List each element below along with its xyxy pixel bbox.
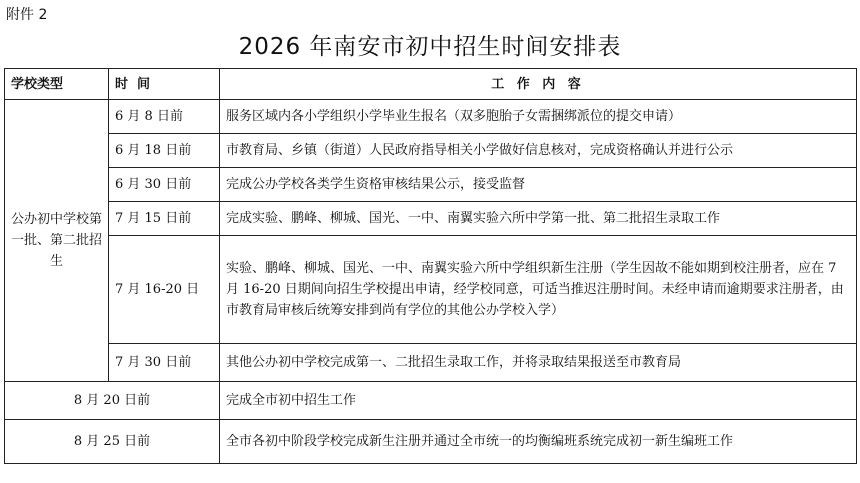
time-cell: 6 月 8 日前: [109, 100, 220, 134]
table-row: [5, 134, 857, 168]
content-cell: 完成实验、鹏峰、柳城、国光、一中、南翼实验六所中学第一批、第二批招生录取工作: [220, 202, 857, 236]
header-school-type: 学校类型: [5, 69, 109, 100]
page-title: 2026 年南安市初中招生时间安排表: [238, 34, 622, 60]
table-row: [5, 344, 857, 382]
content-cell: 全市各初中阶段学校完成新生注册并通过全市统一的均衡编班系统完成初一新生编班工作: [220, 420, 857, 464]
school-type-cell: 公办初中学校第一批、第二批招生: [5, 100, 109, 382]
time-cell: 6 月 18 日前: [109, 134, 220, 168]
time-cell: 6 月 30 日前: [109, 168, 220, 202]
table-row: [5, 202, 857, 236]
header-work-content: 工 作 内 容: [220, 69, 857, 100]
table-row: [5, 420, 857, 464]
table-row: [5, 168, 857, 202]
time-cell: 7 月 15 日前: [109, 202, 220, 236]
table-row: [5, 100, 857, 134]
schedule-table: [4, 68, 857, 464]
table-row: [5, 236, 857, 344]
time-cell: 8 月 25 日前: [5, 420, 220, 464]
content-cell: 实验、鹏峰、柳城、国光、一中、南翼实验六所中学组织新生注册（学生因故不能如期到校注册者，应在 7 月 16-20 日期间向招生学校提出申请，经学校同意，可适当推迟注册时间。未经申请而逾期要求注册者，由市教育局审核后统筹安排到尚有学位的其他公办学校入学）: [220, 236, 857, 344]
content-cell: 其他公办初中学校完成第一、二批招生录取工作，并将录取结果报送至市教育局: [220, 344, 857, 382]
content-cell: 完成全市初中招生工作: [220, 382, 857, 420]
content-cell: 市教育局、乡镇（街道）人民政府指导相关小学做好信息核对，完成资格确认并进行公示: [220, 134, 857, 168]
content-cell: 服务区域内各小学组织小学毕业生报名（双多胞胎子女需捆绑派位的提交申请）: [220, 100, 857, 134]
time-cell: 7 月 16-20 日: [109, 236, 220, 344]
content-cell: 完成公办学校各类学生资格审核结果公示，接受监督: [220, 168, 857, 202]
header-time: 时 间: [109, 69, 220, 100]
time-cell: 7 月 30 日前: [109, 344, 220, 382]
attachment-label: 附件 2: [6, 7, 48, 23]
table-row: [5, 382, 857, 420]
time-cell: 8 月 20 日前: [5, 382, 220, 420]
table-header-row: [5, 69, 857, 100]
